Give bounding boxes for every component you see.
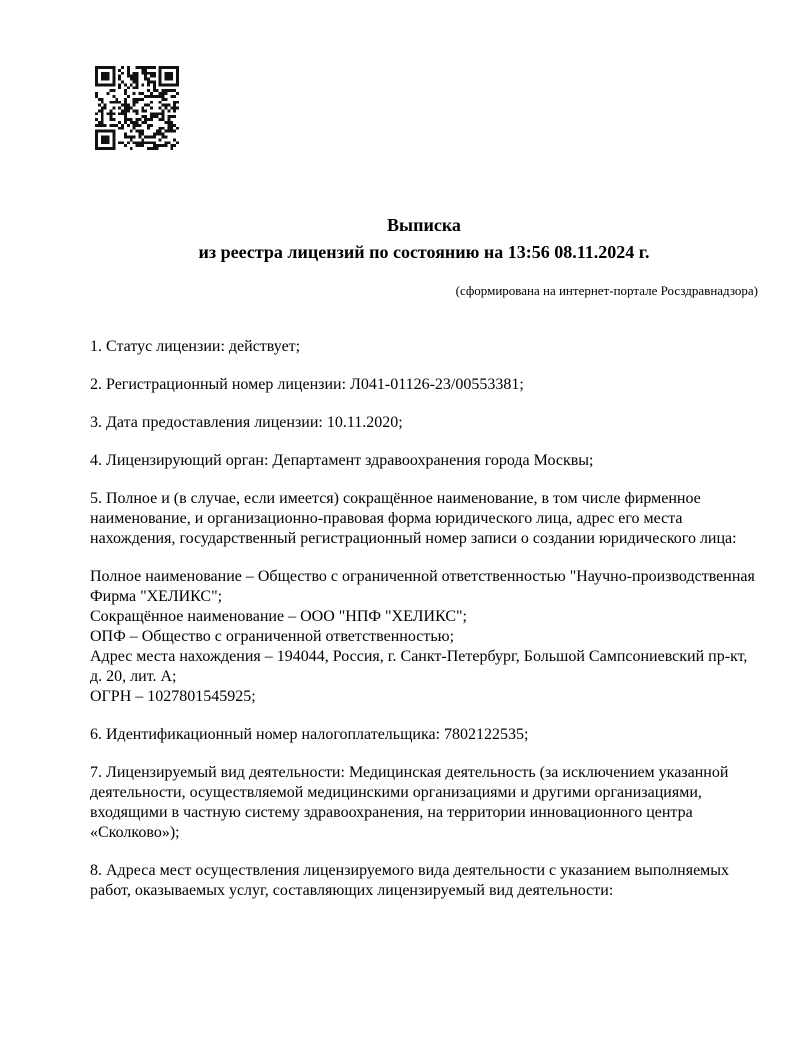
title-line-2: из реестра лицензий по состоянию на 13:56 08.11.2024 г.: [198, 242, 650, 262]
organization-details-block: [90, 567, 758, 707]
paragraph-registration-number: 2. Регистрационный номер лицензии: Л041-01126-23/00553381;: [90, 376, 524, 393]
organization-legal-form: ОПФ – Общество с ограниченной ответственностью;: [90, 628, 455, 645]
formation-note: (сформирована на интернет-портале Росздравнадзора): [455, 283, 758, 298]
paragraph-licensed-activity: 7. Лицензируемый вид деятельности: Медицинская деятельность (за исключением указанной деятельности, осуществляемой медицинскими организациями и другими организациями, входящими в частную систему здравоохранения, на территории инновационного центра «Сколково»);: [90, 764, 729, 841]
title-line-1: Выписка: [387, 215, 461, 235]
document-body: [90, 0, 758, 919]
paragraph-licensing-authority: 4. Лицензирующий орган: Департамент здравоохранения города Москвы;: [90, 452, 594, 469]
paragraph-license-status: 1. Статус лицензии: действует;: [90, 338, 301, 355]
paragraph-grant-date: 3. Дата предоставления лицензии: 10.11.2020;: [90, 414, 403, 431]
paragraph-addresses-heading: 8. Адреса мест осуществления лицензируемого вида деятельности с указанием выполняемых работ, оказываемых услуг, составляющих лицензируемый вид деятельности:: [90, 862, 730, 899]
paragraph-list: [90, 337, 758, 901]
organization-full-name: Полное наименование – Общество с ограниченной ответственностью "Научно-производственная Фирма "ХЕЛИКС";: [90, 568, 755, 605]
document-title: [90, 212, 758, 266]
organization-short-name: Сокращённое наименование – ООО "НПФ "ХЕЛИКС";: [90, 608, 467, 625]
paragraph-taxpayer-number: 6. Идентификационный номер налогоплательщика: 7802122535;: [90, 726, 529, 743]
organization-address: Адрес места нахождения – 194044, Россия, г. Санкт-Петербург, Большой Сампсониевский пр-кт, д. 20, лит. А;: [90, 648, 748, 685]
organization-ogrn: ОГРН – 1027801545925;: [90, 688, 256, 705]
paragraph-organization-heading: 5. Полное и (в случае, если имеется) сокращённое наименование, в том числе фирменное наименование, и организационно-правовая форма юридического лица, адрес его места нахождения, государственный регистрационный номер записи о создании юридического лица:: [90, 490, 737, 547]
